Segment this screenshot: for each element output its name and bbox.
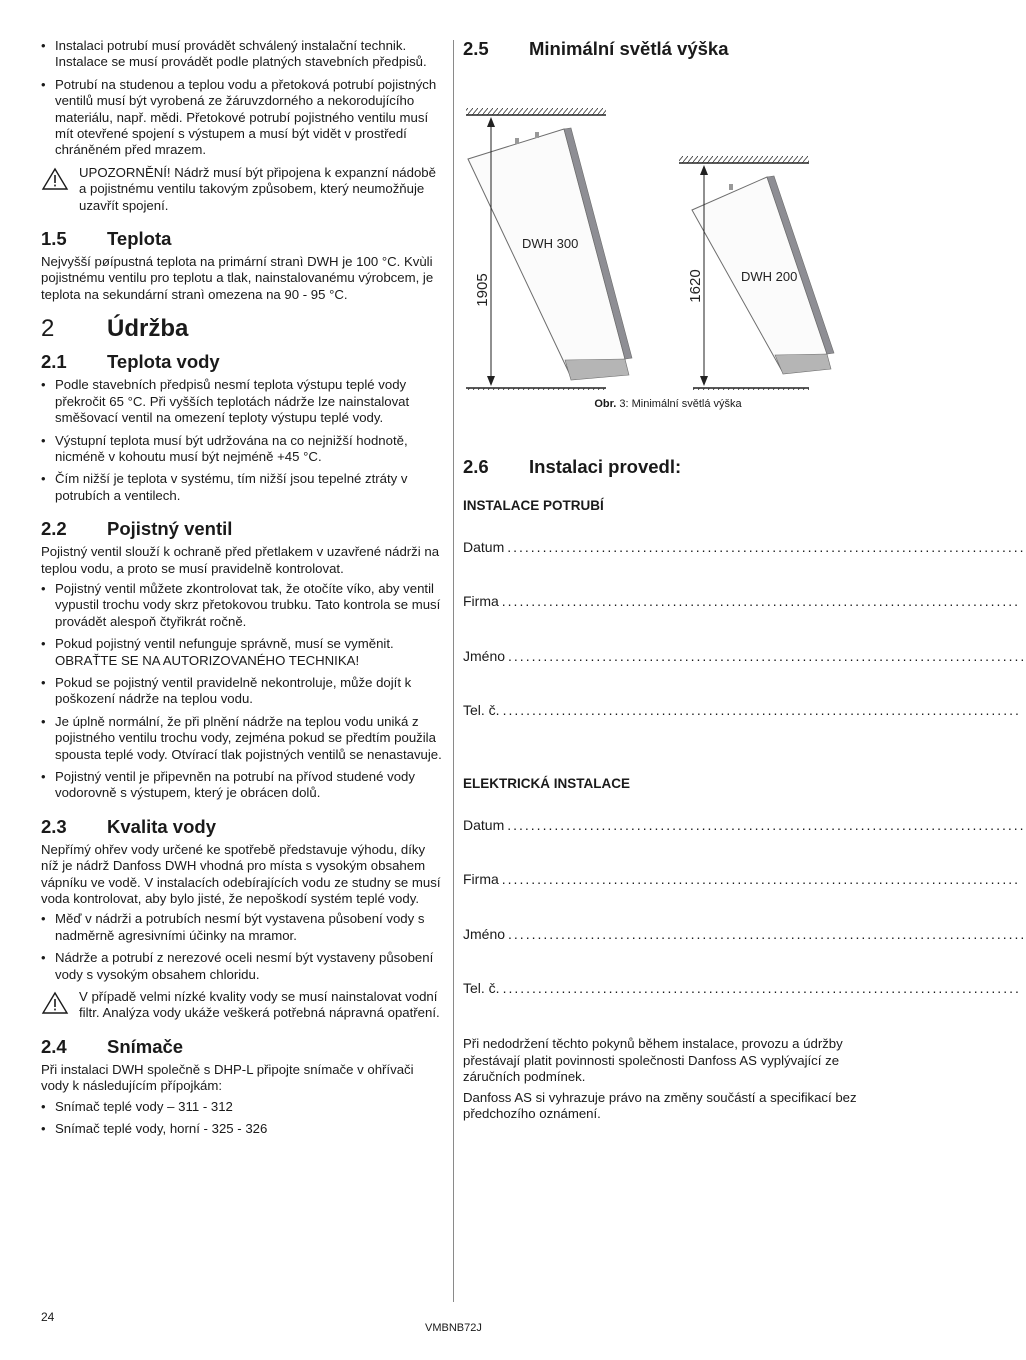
section-title: Teplota vody <box>107 351 220 373</box>
fill-line[interactable]: ........................................................................................ <box>501 593 1021 610</box>
floor-hatch <box>693 388 809 390</box>
section-heading-2-5 <box>463 38 873 60</box>
section-title: Pojistný ventil <box>107 518 233 540</box>
left-column <box>41 38 443 1144</box>
form-row-date[interactable] <box>463 538 1026 555</box>
section-number: 2.6 <box>463 456 489 478</box>
field-label: Jméno <box>463 925 506 942</box>
form-row-phone[interactable] <box>463 980 1021 997</box>
form-row-company[interactable] <box>463 871 1021 888</box>
field-label: Jméno <box>463 647 506 664</box>
section-heading-2-1 <box>41 351 443 373</box>
intro-bullet-list <box>41 38 443 159</box>
list-item: • Nádrže a potrubí z nerezové oceli nesmí být vystaveny působení vody s vysokým obsahem chloridu. <box>41 950 443 983</box>
paragraph: Při instalaci DWH společně s DHP-L připojte snímače v ohřívači vody k následujícím přípojkám: <box>41 1061 414 1094</box>
paragraph: Nepřímý ohřev vody určené ke spotřebě představuje výhodu, díky níž je nádrž Danfoss DWH vhodná pro místa s vysokým obsahem vápníku ve vodě. V instalacích odebírajících vodu ze studny se musí voda kontrolovat, aby bylo jisté, že nepoškodí systém teplé vody. <box>41 841 441 907</box>
tank-base <box>775 354 831 374</box>
section-number: 1.5 <box>41 228 67 250</box>
arrow-up-icon <box>487 117 495 127</box>
piping-form <box>463 538 1026 719</box>
piping-heading: INSTALACE POTRUBÍ <box>463 498 604 514</box>
warning-triangle-icon <box>41 991 69 1015</box>
tank-dwh300-group <box>466 108 632 390</box>
section-number: 2.5 <box>463 38 489 59</box>
bullet-list <box>41 1099 443 1138</box>
tank-dwh200-group <box>679 156 834 390</box>
section-heading-2-2 <box>41 518 443 540</box>
form-row-phone[interactable] <box>463 702 1021 719</box>
field-label: Tel. č. <box>463 702 500 719</box>
tank-pipe <box>535 132 539 138</box>
section-title: Minimální světlá výška <box>529 38 729 59</box>
paragraph: Nejvyšší pøípustná teplota na primární stranì DWH je 100 °C. Kvùli pojistnému ventilu pro teplotu a tlak, nainstalovanému výrobcem, je teplota na sekundární stranì omezena na 90 - 95 °C. <box>41 254 434 302</box>
section-title: Snímače <box>107 1035 184 1057</box>
list-item: • Pokud se pojistný ventil pravidelně nekontroluje, může dojít k poškození nádrže na teplou vodu. <box>41 675 443 708</box>
ceiling-hatch <box>679 156 809 163</box>
warranty-note: Při nedodržení těchto pokynů během instalace, provozu a údržby přestávají platit povinnosti společnosti Danfoss AS vyplývající ze záručních podmínek. <box>463 1036 843 1085</box>
list-item: • Podle stavebních předpisů nesmí teplota výstupu teplé vody překročit 65 °C. Při vyšších teplotách nádrže lze nainstalovat směšovací ventil na omezení teploty výstupu teplé vody. <box>41 377 443 426</box>
section-heading-2-3 <box>41 816 443 838</box>
list-item: • Snímač teplé vody, horní - 325 - 326 <box>41 1121 443 1137</box>
warning-text: UPOZORNĚNÍ! Nádrž musí být připojena k expanzní nádobě a pojistnému ventilu takovým způsobem, který neumožňuje uzavřít spojení. <box>79 164 436 213</box>
list-item: • Čím nižší je teplota v systému, tím nižší jsou tepelné ztráty v potrubích a ventilech. <box>41 471 443 504</box>
fill-line[interactable]: ........................................................................................ <box>508 925 1026 942</box>
height-label: 1905 <box>474 273 491 307</box>
section-number: 2.1 <box>41 351 67 373</box>
field-label: Firma <box>463 871 499 888</box>
column-divider <box>453 40 454 1302</box>
document-code: VMBNB72J <box>425 1322 482 1334</box>
chapter-heading-2 <box>41 315 443 343</box>
electrical-form <box>463 816 1026 997</box>
tank-label: DWH 300 <box>522 236 579 251</box>
field-label: Tel. č. <box>463 980 500 997</box>
section-number: 2.4 <box>41 1035 67 1057</box>
figure-caption <box>463 396 873 412</box>
ceiling-hatch <box>466 108 606 115</box>
section-heading-1-5 <box>41 228 443 250</box>
clearance-figure <box>463 72 873 390</box>
section-number: 2.3 <box>41 815 67 837</box>
section-title: Kvalita vody <box>107 815 216 837</box>
field-label: Firma <box>463 593 499 610</box>
list-item: • Pojistný ventil můžete zkontrolovat tak, že otočíte víko, aby ventil vypustil trochu vody skrz přetokovou trubku. Tato kontrola se musí provádět alespoň čtyřikrát ročně. <box>41 581 443 630</box>
form-row-name[interactable] <box>463 925 1026 942</box>
arrow-down-icon <box>487 376 495 386</box>
tank-pipe <box>515 138 519 144</box>
height-label: 1620 <box>687 269 704 303</box>
form-row-name[interactable] <box>463 647 1026 664</box>
chapter-number: 2 <box>41 315 55 343</box>
section-number: 2.2 <box>41 518 67 540</box>
electrical-heading: ELEKTRICKÁ INSTALACE <box>463 776 630 792</box>
right-column <box>463 38 1026 1127</box>
fill-line[interactable]: ........................................................................................ <box>501 871 1021 888</box>
clearance-diagram <box>463 72 873 390</box>
fill-line[interactable]: ........................................................................................ <box>502 702 1021 719</box>
list-item: • Instalaci potrubí musí provádět schválený instalační technik. Instalace se musí provádět podle platných stavebních předpisů. <box>41 38 443 71</box>
section-title: Instalaci provedl: <box>529 456 682 478</box>
caption-prefix: Obr. <box>594 398 617 410</box>
caption-text: 3: Minimální světlá výška <box>616 398 742 410</box>
list-item: • Výstupní teplota musí být udržována na co nejnižší hodnotě, nicméně v kohoutu musí být nejméně +45 °C. <box>41 433 443 466</box>
warning-note <box>41 989 443 1022</box>
chapter-title: Údržba <box>107 315 189 343</box>
bullet-list <box>41 377 443 504</box>
fill-line[interactable]: ........................................................................................ <box>502 980 1021 997</box>
floor-hatch <box>466 388 606 390</box>
bullet-list <box>41 911 443 983</box>
section-heading-2-6 <box>463 456 873 478</box>
tank-label: DWH 200 <box>741 269 798 284</box>
section-heading-2-4 <box>41 1036 443 1058</box>
list-item: • Pokud pojistný ventil nefunguje správně, musí se vyměnit. OBRAŤTE SE NA AUTORIZOVANÉHO TECHNIKA! <box>41 636 443 669</box>
field-label: Datum <box>463 538 505 555</box>
warning-note <box>41 165 443 214</box>
section-title: Teplota <box>107 228 172 250</box>
list-item: • Pojistný ventil je připevněn na potrubí na přívod studené vody vodorovně s výstupem, který je obrácen dolů. <box>41 769 443 802</box>
fill-line[interactable]: ........................................................................................ <box>507 816 1026 833</box>
form-row-date[interactable] <box>463 816 1026 833</box>
warning-triangle-icon <box>41 167 69 191</box>
warning-text: V případě velmi nízké kvality vody se musí nainstalovat vodní filtr. Analýza vody ukáže veškerá potřebná nápravná opatření. <box>79 989 440 1021</box>
list-item: • Je úplně normální, že při plnění nádrže na teplou vodu uniká z pojistného ventilu trochu vody, zejména pokud se předtím použila spousta teplé vody. Otvírací tlak pojistných ventilů se nenastavuje. <box>41 714 443 763</box>
fill-line[interactable]: ........................................................................................ <box>507 538 1026 555</box>
tank-pipe <box>729 184 733 190</box>
list-item: • Snímač teplé vody – 311 - 312 <box>41 1099 443 1115</box>
rights-note: Danfoss AS si vyhrazuje právo na změny součástí a specifikací bez předchozího oznámení. <box>463 1089 857 1122</box>
arrow-down-icon <box>700 376 708 386</box>
field-label: Datum <box>463 816 505 833</box>
fill-line[interactable]: ........................................................................................ <box>508 647 1026 664</box>
arrow-up-icon <box>700 165 708 175</box>
form-row-company[interactable] <box>463 593 1021 610</box>
list-item: • Měď v nádrži a potrubích nesmí být vystavena působení vody s nadměrně agresivními účinky na mramor. <box>41 911 443 944</box>
list-item: • Potrubí na studenou a teplou vodu a přetoková potrubí pojistných ventilů musí být vyrobená ze žáruvzdorného a nekorodujícího materiálu, např. mědi. Přetokové potrubí pojistného ventilu musí mít otevřené spojení s výstupem a musí být vidět v prostředí chráněném před mrazem. <box>41 77 443 159</box>
paragraph: Pojistný ventil slouží k ochraně před přetlakem v uzavřené nádrži na teplou vodu, a proto se musí pravidelně kontrolovat. <box>41 544 440 576</box>
bullet-list <box>41 581 443 802</box>
tank-base <box>565 359 629 380</box>
page-number: 24 <box>41 1310 55 1324</box>
